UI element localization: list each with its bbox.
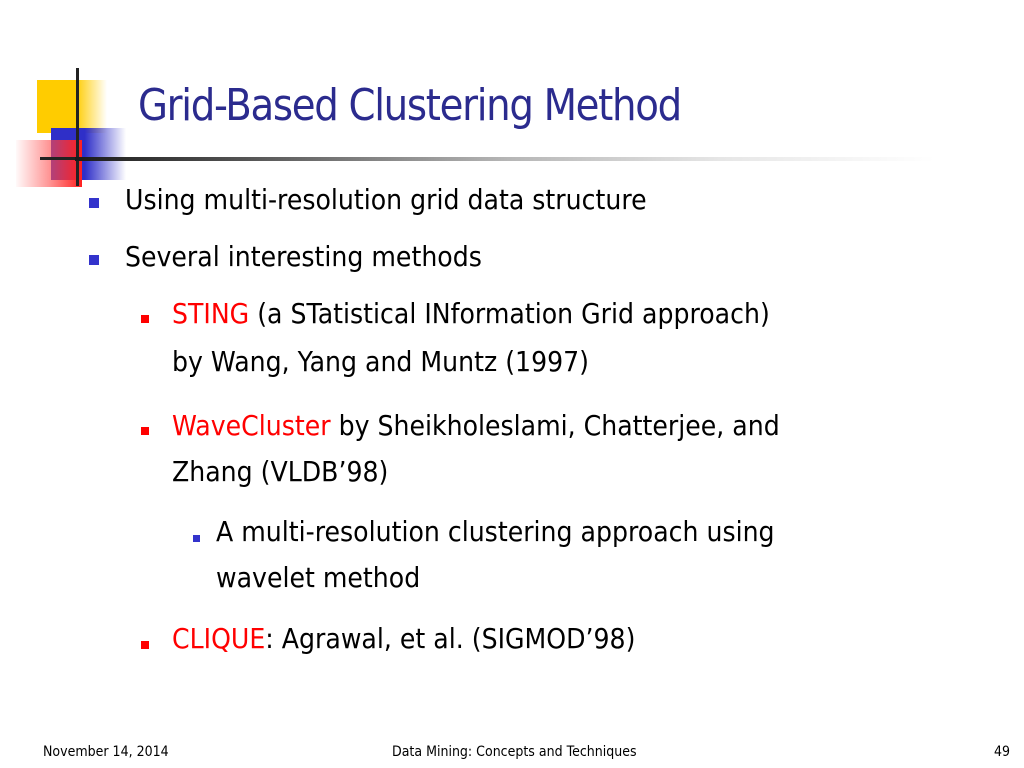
square-bullet-icon bbox=[89, 198, 99, 208]
square-bullet-icon bbox=[89, 255, 99, 265]
footer-title: Data Mining: Concepts and Techniques bbox=[392, 744, 637, 760]
page-number: 49 bbox=[994, 744, 1011, 760]
method-name-highlight: STING bbox=[172, 297, 250, 330]
bullet-text: (a STatistical INformation Grid approach) bbox=[249, 297, 770, 330]
bullet-text: wavelet method bbox=[216, 561, 421, 594]
bullet-text: by Wang, Yang and Muntz (1997) bbox=[172, 345, 590, 378]
bullet-item-continuation bbox=[172, 455, 388, 488]
square-bullet-icon bbox=[141, 427, 149, 435]
bullet-item-clique bbox=[172, 622, 635, 655]
bullet-item-continuation bbox=[216, 561, 420, 594]
bullet-item bbox=[125, 183, 647, 216]
bullet-item bbox=[125, 240, 482, 273]
square-bullet-icon bbox=[141, 641, 149, 649]
bullet-text: Using multi-resolution grid data structure bbox=[125, 183, 647, 216]
footer-date: November 14, 2014 bbox=[43, 744, 169, 760]
bullet-text: Zhang (VLDB’98) bbox=[172, 455, 389, 488]
bullet-item-sub bbox=[216, 515, 775, 548]
bullet-item-continuation bbox=[172, 345, 589, 378]
bullet-text: by Sheikholeslami, Chatterjee, and bbox=[330, 409, 780, 442]
bullet-text: : Agrawal, et al. (SIGMOD’98) bbox=[265, 622, 636, 655]
bullet-text: A multi-resolution clustering approach using bbox=[216, 515, 775, 548]
bullet-item-sting bbox=[172, 297, 770, 330]
slide-title: Grid-Based Clustering Method bbox=[138, 80, 681, 131]
square-bullet-icon bbox=[193, 535, 200, 542]
method-name-highlight: WaveCluster bbox=[172, 409, 331, 442]
square-bullet-icon bbox=[141, 315, 149, 323]
bullet-text: Several interesting methods bbox=[125, 240, 482, 273]
bullet-item-wavecluster bbox=[172, 409, 780, 442]
method-name-highlight: CLIQUE bbox=[172, 622, 266, 655]
